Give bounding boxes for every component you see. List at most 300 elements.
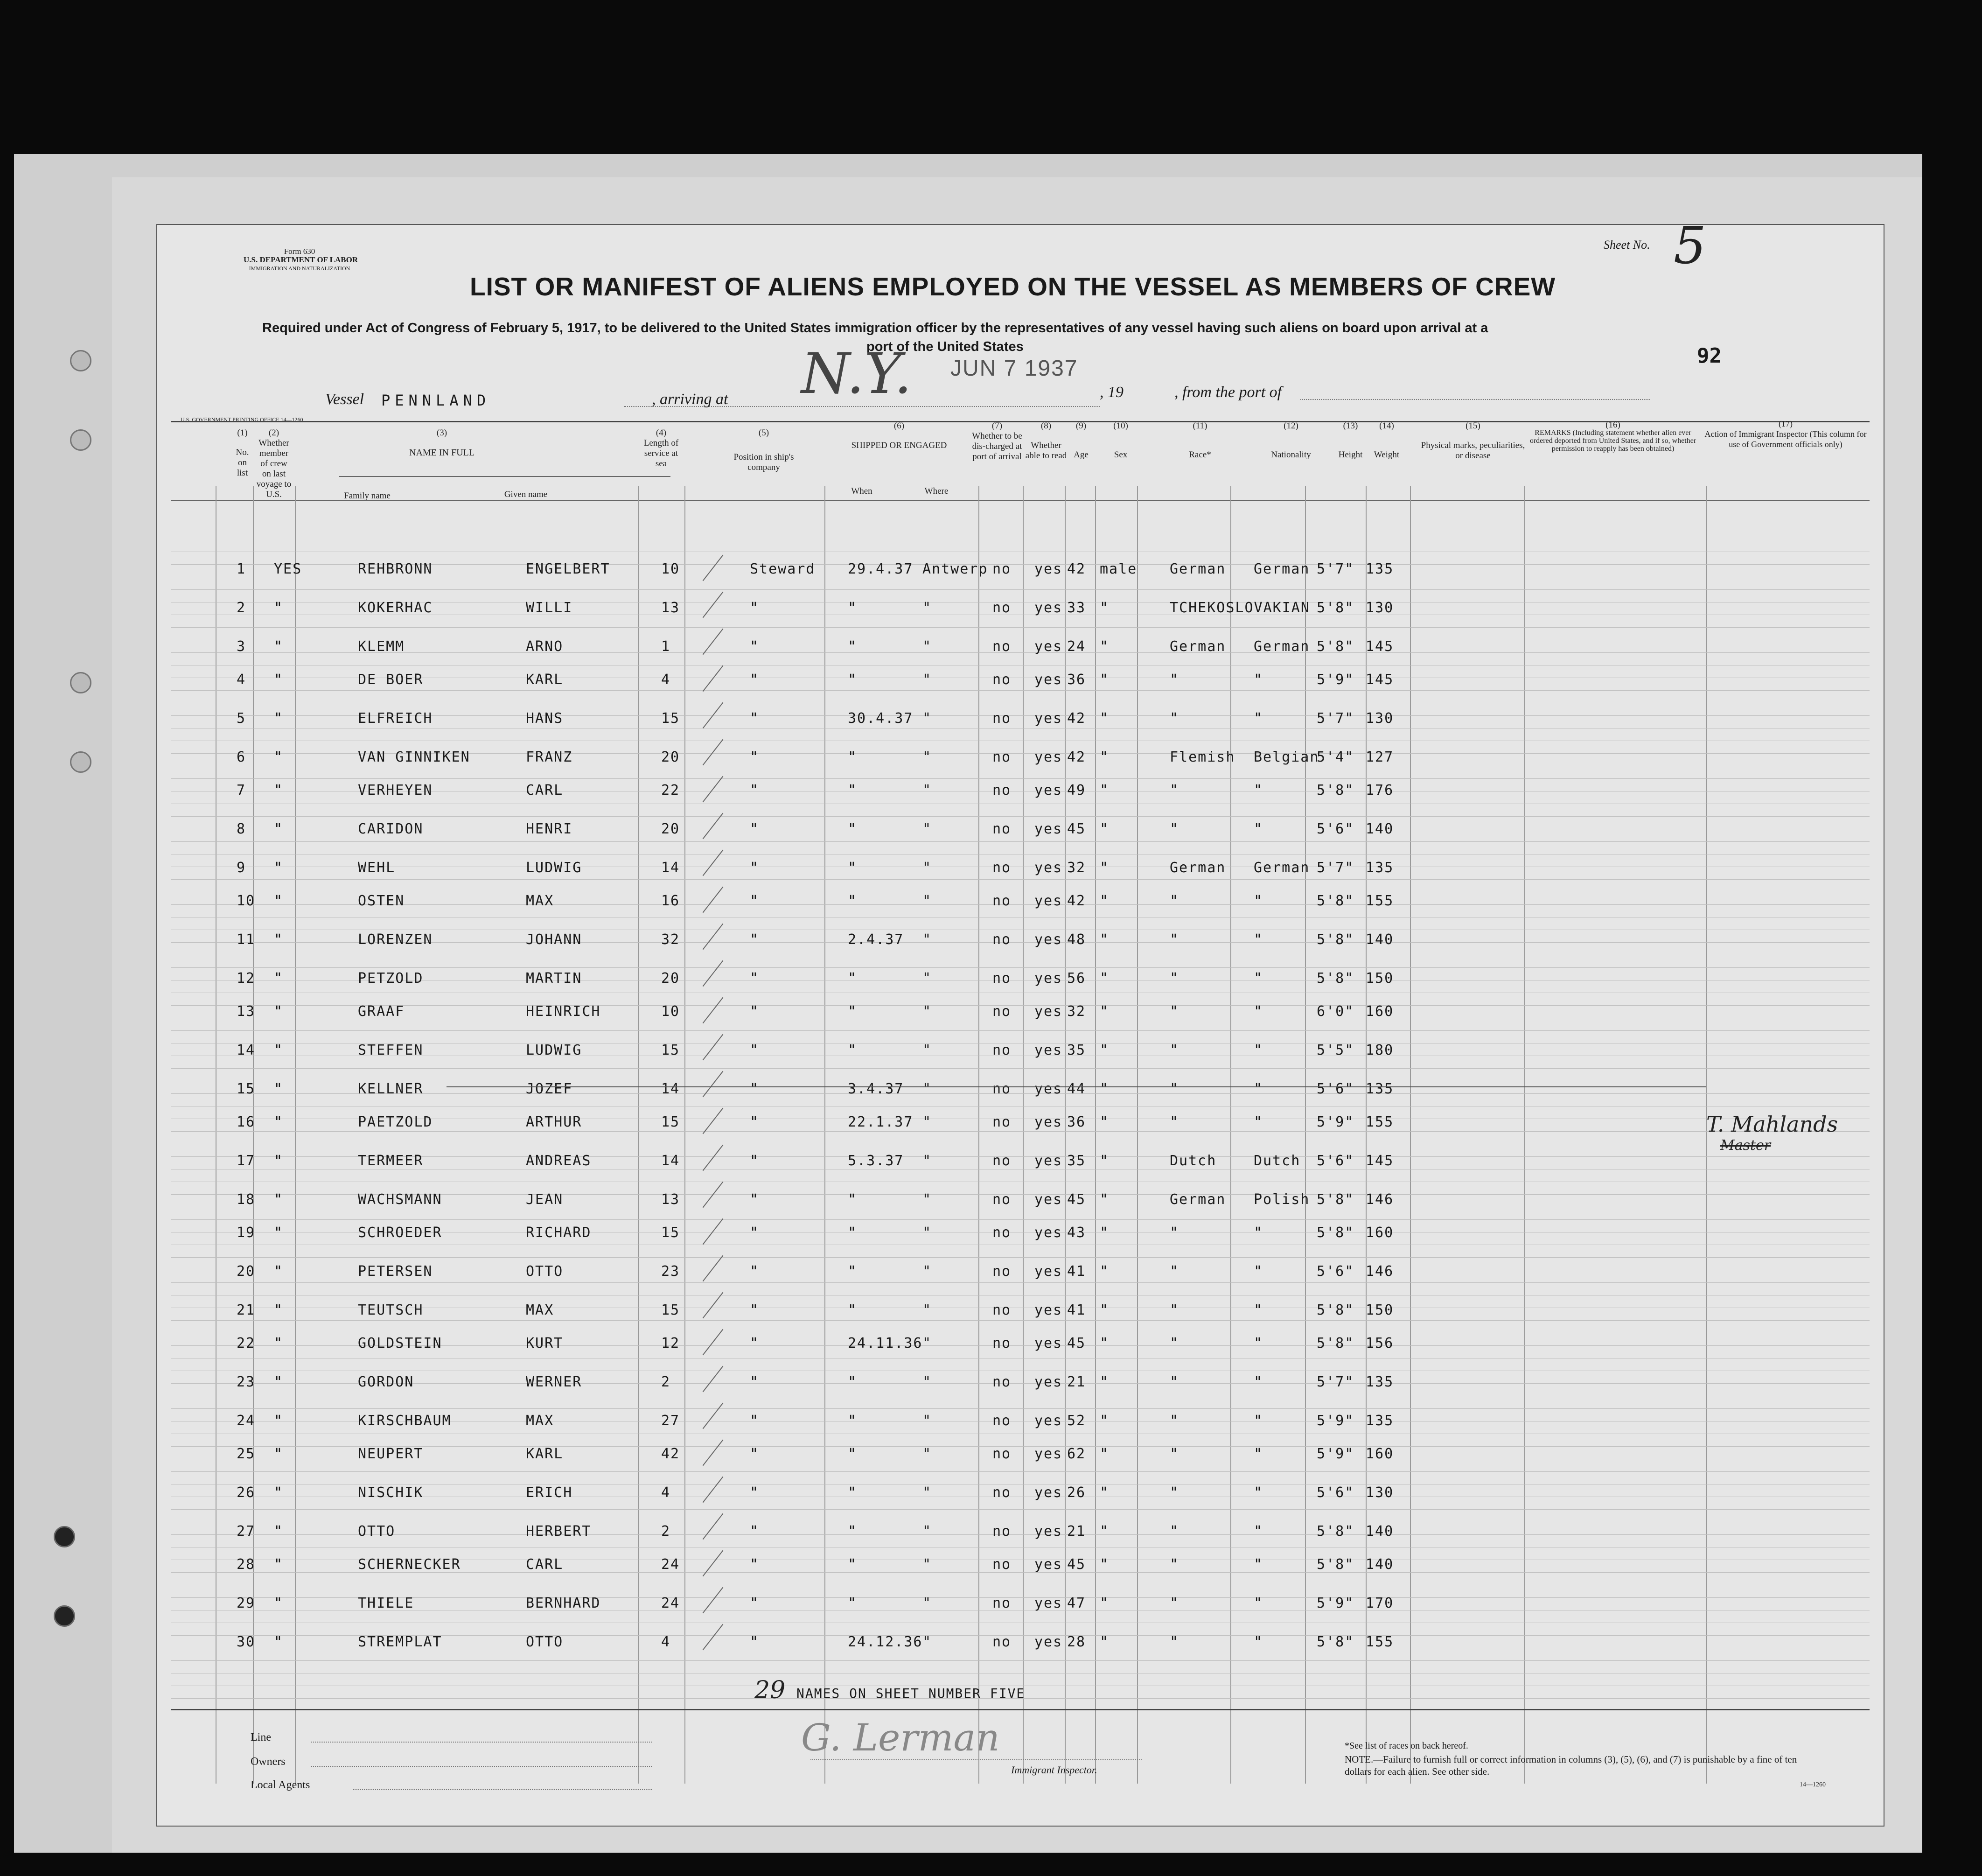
cell-discharge: no xyxy=(992,638,1012,655)
cell-sex: " xyxy=(1100,1595,1110,1611)
master-label: Master xyxy=(1720,1137,1771,1154)
cell-shipped-where: " xyxy=(922,821,932,837)
cell-prior-voyage: " xyxy=(274,1263,284,1280)
cell-sex: " xyxy=(1100,1225,1110,1241)
cell-age: 42 xyxy=(1067,710,1086,727)
cell-age: 28 xyxy=(1067,1634,1086,1650)
owners-underline xyxy=(311,1766,652,1767)
ledger-rule xyxy=(171,1257,1870,1258)
column-divider xyxy=(1305,486,1306,1784)
cell-height: 5'4" xyxy=(1317,749,1354,765)
cell-discharge: no xyxy=(992,931,1012,948)
cell-discharge: no xyxy=(992,1042,1012,1058)
ledger-rule xyxy=(171,1660,1870,1661)
col-12-header: (12) Nationality xyxy=(1271,421,1311,460)
cell-shipped-when: 24.11.36 xyxy=(848,1335,923,1351)
column-divider xyxy=(684,486,685,1784)
line-label: Line xyxy=(251,1731,271,1743)
cell-can-read: yes xyxy=(1034,749,1063,765)
cell-shipped-when: " xyxy=(848,893,858,909)
cell-position: " xyxy=(750,1374,760,1390)
cell-can-read: yes xyxy=(1034,1302,1063,1318)
col-11-header: (11) Race* xyxy=(1189,421,1211,460)
cell-service-years: 32 xyxy=(661,931,680,948)
cell-discharge: no xyxy=(992,672,1012,688)
printer-note: U.S. GOVERNMENT PRINTING OFFICE 14—1260 xyxy=(181,416,303,423)
cell-family-name: LORENZEN xyxy=(358,931,433,948)
cell-service-years: 4 xyxy=(661,1484,671,1501)
ledger-rule xyxy=(171,1446,1870,1447)
cell-nationality: " xyxy=(1254,1595,1263,1611)
check-mark xyxy=(703,924,724,950)
cell-height: 5'5" xyxy=(1317,1042,1354,1058)
cell-can-read: yes xyxy=(1034,1595,1063,1611)
cell-shipped-when: " xyxy=(848,1302,858,1318)
cell-discharge: no xyxy=(992,1335,1012,1351)
cell-race: " xyxy=(1170,1081,1179,1097)
col-3-header: (3) NAME IN FULL xyxy=(409,428,475,458)
cell-discharge: no xyxy=(992,1302,1012,1318)
ledger-rule xyxy=(171,1068,1870,1069)
cell-sex: " xyxy=(1100,1191,1110,1208)
cell-can-read: yes xyxy=(1034,1225,1063,1241)
cell-discharge: no xyxy=(992,1114,1012,1130)
cell-service-years: 14 xyxy=(661,1081,680,1097)
check-mark xyxy=(703,1182,724,1208)
cell-row-number: 26 xyxy=(237,1484,256,1501)
cell-nationality: Polish xyxy=(1254,1191,1310,1208)
cell-prior-voyage: " xyxy=(274,1335,284,1351)
cell-family-name: VERHEYEN xyxy=(358,782,433,798)
column-divider xyxy=(253,486,254,1784)
cell-shipped-where: " xyxy=(922,970,932,987)
ledger-rule xyxy=(171,627,1870,628)
cell-shipped-where: " xyxy=(922,1595,932,1611)
cell-height: 5'9" xyxy=(1317,672,1354,688)
cell-shipped-where: " xyxy=(922,860,932,876)
cell-given-name: MARTIN xyxy=(526,970,582,987)
cell-weight: 130 xyxy=(1366,710,1394,727)
cell-nationality: Belgian xyxy=(1254,749,1319,765)
cell-shipped-when: " xyxy=(848,1191,858,1208)
cell-weight: 140 xyxy=(1366,931,1394,948)
cell-position: " xyxy=(750,600,760,616)
cell-row-number: 19 xyxy=(237,1225,256,1241)
ledger-rule xyxy=(171,1534,1870,1535)
cell-shipped-where: " xyxy=(922,672,932,688)
cell-shipped-where: " xyxy=(922,638,932,655)
cell-service-years: 4 xyxy=(661,1634,671,1650)
ledger-rule xyxy=(171,1005,1870,1006)
cell-nationality: German xyxy=(1254,638,1310,655)
cell-shipped-when: " xyxy=(848,672,858,688)
check-mark xyxy=(703,776,724,802)
cell-weight: 140 xyxy=(1366,1523,1394,1540)
check-mark xyxy=(703,739,724,765)
check-mark xyxy=(703,887,724,913)
cell-given-name: WILLI xyxy=(526,600,573,616)
cell-position: " xyxy=(750,1114,760,1130)
cell-service-years: 4 xyxy=(661,672,671,688)
cell-sex: " xyxy=(1100,710,1110,727)
cell-can-read: yes xyxy=(1034,672,1063,688)
cell-prior-voyage: " xyxy=(274,1302,284,1318)
arriving-label: , arriving at xyxy=(652,391,728,408)
cell-race: " xyxy=(1170,1484,1179,1501)
cell-age: 43 xyxy=(1067,1225,1086,1241)
cell-nationality: " xyxy=(1254,1484,1263,1501)
cell-shipped-when: " xyxy=(848,749,858,765)
form-subtitle: Required under Act of Congress of February 5, 1917, to be delivered to the United States immigration officer by the representatives of any vessel having such aliens on board upon arrival at a xyxy=(262,321,1488,336)
cell-height: 5'8" xyxy=(1317,1523,1354,1540)
cell-row-number: 23 xyxy=(237,1374,256,1390)
cell-family-name: KELLNER xyxy=(358,1081,424,1097)
cell-weight: 180 xyxy=(1366,1042,1394,1058)
cell-prior-voyage: " xyxy=(274,1595,284,1611)
cell-shipped-where: " xyxy=(922,1413,932,1429)
cell-row-number: 1 xyxy=(237,561,246,577)
cell-height: 5'8" xyxy=(1317,931,1354,948)
cell-can-read: yes xyxy=(1034,1446,1063,1462)
cell-shipped-when: " xyxy=(848,638,858,655)
cell-can-read: yes xyxy=(1034,1042,1063,1058)
cell-row-number: 2 xyxy=(237,600,246,616)
cell-sex: " xyxy=(1100,860,1110,876)
cell-shipped-where: " xyxy=(922,1523,932,1540)
cell-prior-voyage: " xyxy=(274,893,284,909)
cell-race: " xyxy=(1170,1302,1179,1318)
when-subheader: When xyxy=(851,486,872,496)
cell-row-number: 11 xyxy=(237,931,256,948)
cell-service-years: 15 xyxy=(661,1114,680,1130)
cell-row-number: 29 xyxy=(237,1595,256,1611)
cell-shipped-when: " xyxy=(848,1263,858,1280)
cell-weight: 155 xyxy=(1366,1634,1394,1650)
cell-service-years: 24 xyxy=(661,1556,680,1573)
column-divider xyxy=(1137,486,1138,1784)
form-dept-block xyxy=(244,247,356,273)
cell-race: " xyxy=(1170,1335,1179,1351)
cell-prior-voyage: " xyxy=(274,749,284,765)
cell-height: 5'8" xyxy=(1317,600,1354,616)
cell-nationality: Dutch xyxy=(1254,1153,1301,1169)
check-mark xyxy=(703,1403,724,1429)
cell-given-name: HANS xyxy=(526,710,564,727)
sheet-no-value: 5 xyxy=(1674,216,1706,275)
cell-age: 36 xyxy=(1067,672,1086,688)
cell-sex: " xyxy=(1100,600,1110,616)
cell-family-name: WEHL xyxy=(358,860,396,876)
cell-given-name: KURT xyxy=(526,1335,564,1351)
cell-sex: " xyxy=(1100,970,1110,987)
cell-shipped-where: " xyxy=(922,1556,932,1573)
names-count-hand: 29 xyxy=(754,1676,786,1704)
cell-service-years: 2 xyxy=(661,1523,671,1540)
cell-shipped-when: " xyxy=(848,1225,858,1241)
check-mark xyxy=(703,1292,724,1318)
bureau-name: IMMIGRATION AND NATURALIZATION xyxy=(249,265,350,272)
form-title: LIST OR MANIFEST OF ALIENS EMPLOYED ON THE VESSEL AS MEMBERS OF CREW xyxy=(470,272,1556,301)
cell-height: 5'8" xyxy=(1317,1335,1354,1351)
cell-race: " xyxy=(1170,782,1179,798)
cell-position: " xyxy=(750,1081,760,1097)
ledger-rule xyxy=(171,1282,1870,1283)
cell-family-name: NEUPERT xyxy=(358,1446,424,1462)
cell-sex: " xyxy=(1100,1153,1110,1169)
from-port-label: , from the port of xyxy=(1174,384,1282,401)
cell-nationality: German xyxy=(1254,860,1310,876)
ledger-rule xyxy=(171,841,1870,842)
cell-service-years: 15 xyxy=(661,1225,680,1241)
cell-row-number: 17 xyxy=(237,1153,256,1169)
form-subtitle-2: port of the United States xyxy=(866,339,1024,354)
cell-family-name: PAETZOLD xyxy=(358,1114,433,1130)
cell-row-number: 27 xyxy=(237,1523,256,1540)
cell-age: 24 xyxy=(1067,638,1086,655)
cell-position: " xyxy=(750,860,760,876)
cell-sex: " xyxy=(1100,1302,1110,1318)
cell-shipped-when: " xyxy=(848,1484,858,1501)
cell-age: 48 xyxy=(1067,931,1086,948)
cell-prior-voyage: " xyxy=(274,1114,284,1130)
cell-age: 42 xyxy=(1067,749,1086,765)
cell-service-years: 15 xyxy=(661,1042,680,1058)
cell-height: 5'8" xyxy=(1317,1634,1354,1650)
cell-nationality: " xyxy=(1254,821,1263,837)
cell-row-number: 21 xyxy=(237,1302,256,1318)
cell-shipped-where: " xyxy=(922,1374,932,1390)
cell-shipped-where: " xyxy=(922,1191,932,1208)
cell-shipped-where: " xyxy=(922,710,932,727)
cell-discharge: no xyxy=(992,1081,1012,1097)
cell-shipped-when: " xyxy=(848,1595,858,1611)
cell-height: 5'8" xyxy=(1317,1191,1354,1208)
cell-weight: 135 xyxy=(1366,1413,1394,1429)
cell-shipped-where: " xyxy=(922,931,932,948)
cell-discharge: no xyxy=(992,710,1012,727)
cell-service-years: 20 xyxy=(661,749,680,765)
check-mark xyxy=(703,1255,724,1281)
cell-sex: " xyxy=(1100,1114,1110,1130)
cell-given-name: KARL xyxy=(526,672,564,688)
cell-height: 5'6" xyxy=(1317,821,1354,837)
cell-given-name: MAX xyxy=(526,1302,554,1318)
cell-height: 5'9" xyxy=(1317,1114,1354,1130)
cell-can-read: yes xyxy=(1034,1634,1063,1650)
cell-shipped-when: " xyxy=(848,860,858,876)
cell-position: " xyxy=(750,931,760,948)
cell-age: 33 xyxy=(1067,600,1086,616)
cell-given-name: ERICH xyxy=(526,1484,573,1501)
cell-height: 5'7" xyxy=(1317,710,1354,727)
cell-service-years: 20 xyxy=(661,821,680,837)
cell-given-name: MAX xyxy=(526,893,554,909)
ledger-rule xyxy=(171,1408,1870,1409)
cell-service-years: 42 xyxy=(661,1446,680,1462)
cell-sex: " xyxy=(1100,1556,1110,1573)
cell-family-name: DE BOER xyxy=(358,672,424,688)
ledger-rule xyxy=(171,652,1870,653)
cell-position: " xyxy=(750,638,760,655)
cell-prior-voyage: " xyxy=(274,672,284,688)
cell-shipped-when: " xyxy=(848,1446,858,1462)
cell-service-years: 20 xyxy=(661,970,680,987)
cell-sex: " xyxy=(1100,749,1110,765)
cell-race: " xyxy=(1170,821,1179,837)
cell-can-read: yes xyxy=(1034,1523,1063,1540)
cell-height: 5'6" xyxy=(1317,1153,1354,1169)
cell-can-read: yes xyxy=(1034,1114,1063,1130)
inspector-underline xyxy=(810,1759,1142,1760)
cell-race: " xyxy=(1170,931,1179,948)
cell-height: 5'8" xyxy=(1317,638,1354,655)
cell-shipped-when: 22.1.37 xyxy=(848,1114,914,1130)
cell-prior-voyage: " xyxy=(274,638,284,655)
cell-race: " xyxy=(1170,970,1179,987)
cell-shipped-when: " xyxy=(848,1003,858,1020)
cell-prior-voyage: " xyxy=(274,1556,284,1573)
ledger-rule xyxy=(171,816,1870,817)
cell-row-number: 10 xyxy=(237,893,256,909)
col-14-header: (14) Weight xyxy=(1374,421,1400,460)
owners-label: Owners xyxy=(251,1756,286,1768)
cell-position: " xyxy=(750,893,760,909)
cell-nationality: " xyxy=(1254,970,1263,987)
cell-family-name: KIRSCHBAUM xyxy=(358,1413,452,1429)
manifest-sheet xyxy=(112,177,1922,1853)
cell-age: 47 xyxy=(1067,1595,1086,1611)
cell-age: 36 xyxy=(1067,1114,1086,1130)
cell-shipped-when: " xyxy=(848,1042,858,1058)
cell-position: " xyxy=(750,1042,760,1058)
cell-position: " xyxy=(750,1153,760,1169)
cell-weight: 145 xyxy=(1366,672,1394,688)
cell-sex: " xyxy=(1100,638,1110,655)
cell-prior-voyage: " xyxy=(274,1225,284,1241)
cell-weight: 170 xyxy=(1366,1595,1394,1611)
cell-height: 5'9" xyxy=(1317,1446,1354,1462)
ledger-rule xyxy=(171,1471,1870,1472)
cell-can-read: yes xyxy=(1034,860,1063,876)
cell-prior-voyage: " xyxy=(274,710,284,727)
cell-sex: " xyxy=(1100,672,1110,688)
cell-given-name: BERNHARD xyxy=(526,1595,601,1611)
cell-weight: 150 xyxy=(1366,970,1394,987)
cell-family-name: KOKERHAC xyxy=(358,600,433,616)
ledger-rule xyxy=(171,879,1870,880)
sheet-no-label: Sheet No. xyxy=(1604,238,1650,252)
cell-nationality: " xyxy=(1254,1413,1263,1429)
ledger-rule xyxy=(171,1156,1870,1157)
check-mark xyxy=(703,1440,724,1466)
cell-given-name: LUDWIG xyxy=(526,860,582,876)
cell-nationality: " xyxy=(1254,710,1263,727)
cell-prior-voyage: " xyxy=(274,1484,284,1501)
cell-can-read: yes xyxy=(1034,782,1063,798)
check-mark xyxy=(703,665,724,692)
cell-row-number: 8 xyxy=(237,821,246,837)
column-divider xyxy=(824,486,825,1784)
col-5-header: (5) Position in ship's company xyxy=(733,428,794,472)
ledger-rule xyxy=(171,690,1870,691)
cell-service-years: 24 xyxy=(661,1595,680,1611)
cell-discharge: no xyxy=(992,600,1012,616)
cell-height: 5'6" xyxy=(1317,1484,1354,1501)
cell-service-years: 15 xyxy=(661,710,680,727)
name-divider xyxy=(339,476,670,477)
cell-discharge: no xyxy=(992,1523,1012,1540)
cell-family-name: TEUTSCH xyxy=(358,1302,424,1318)
cell-given-name: HEINRICH xyxy=(526,1003,601,1020)
cell-race: German xyxy=(1170,860,1226,876)
department-name: U.S. DEPARTMENT OF LABOR xyxy=(244,255,358,264)
column-divider xyxy=(978,486,979,1784)
inspector-signature: G. Lerman xyxy=(801,1716,1000,1759)
cell-race: " xyxy=(1170,710,1179,727)
cell-prior-voyage: " xyxy=(274,931,284,948)
cell-age: 52 xyxy=(1067,1413,1086,1429)
cell-prior-voyage: YES xyxy=(274,561,302,577)
cell-nationality: " xyxy=(1254,1225,1263,1241)
cell-nationality: " xyxy=(1254,1302,1263,1318)
cell-row-number: 28 xyxy=(237,1556,256,1573)
cell-age: 45 xyxy=(1067,1335,1086,1351)
cell-age: 56 xyxy=(1067,970,1086,987)
cell-nationality: " xyxy=(1254,1081,1263,1097)
cell-given-name: KARL xyxy=(526,1446,564,1462)
col-2-header: (2) Whether member of crew on last voyage to U.S. xyxy=(256,428,292,499)
cell-row-number: 4 xyxy=(237,672,246,688)
cell-shipped-when: " xyxy=(848,600,858,616)
cell-shipped-when: " xyxy=(848,821,858,837)
cell-age: 49 xyxy=(1067,782,1086,798)
cell-given-name: HENRI xyxy=(526,821,573,837)
cell-weight: 146 xyxy=(1366,1263,1394,1280)
cell-sex: " xyxy=(1100,1523,1110,1540)
cell-race: " xyxy=(1170,1225,1179,1241)
cell-given-name: JOHANN xyxy=(526,931,582,948)
cell-can-read: yes xyxy=(1034,1263,1063,1280)
col-6-header: (6) SHIPPED OR ENGAGED xyxy=(851,421,947,450)
cell-discharge: no xyxy=(992,1595,1012,1611)
cell-service-years: 16 xyxy=(661,893,680,909)
cell-race: German xyxy=(1170,638,1226,655)
cell-service-years: 12 xyxy=(661,1335,680,1351)
cell-row-number: 5 xyxy=(237,710,246,727)
cell-prior-voyage: " xyxy=(274,1003,284,1020)
cell-sex: " xyxy=(1100,782,1110,798)
cell-position: " xyxy=(750,1263,760,1280)
cell-age: 21 xyxy=(1067,1523,1086,1540)
cell-can-read: yes xyxy=(1034,1556,1063,1573)
cell-prior-voyage: " xyxy=(274,1413,284,1429)
cell-family-name: STEFFEN xyxy=(358,1042,424,1058)
cell-discharge: no xyxy=(992,1374,1012,1390)
cell-shipped-where: " xyxy=(922,1114,932,1130)
cell-weight: 130 xyxy=(1366,600,1394,616)
cell-family-name: GRAAF xyxy=(358,1003,405,1020)
cell-can-read: yes xyxy=(1034,561,1063,577)
cell-sex: " xyxy=(1100,931,1110,948)
cell-race: " xyxy=(1170,1263,1179,1280)
cell-service-years: 10 xyxy=(661,561,680,577)
check-mark xyxy=(703,997,724,1023)
cell-given-name: LUDWIG xyxy=(526,1042,582,1058)
cell-sex: " xyxy=(1100,1484,1110,1501)
cell-position: " xyxy=(750,821,760,837)
cell-weight: 140 xyxy=(1366,821,1394,837)
cell-row-number: 30 xyxy=(237,1634,256,1650)
